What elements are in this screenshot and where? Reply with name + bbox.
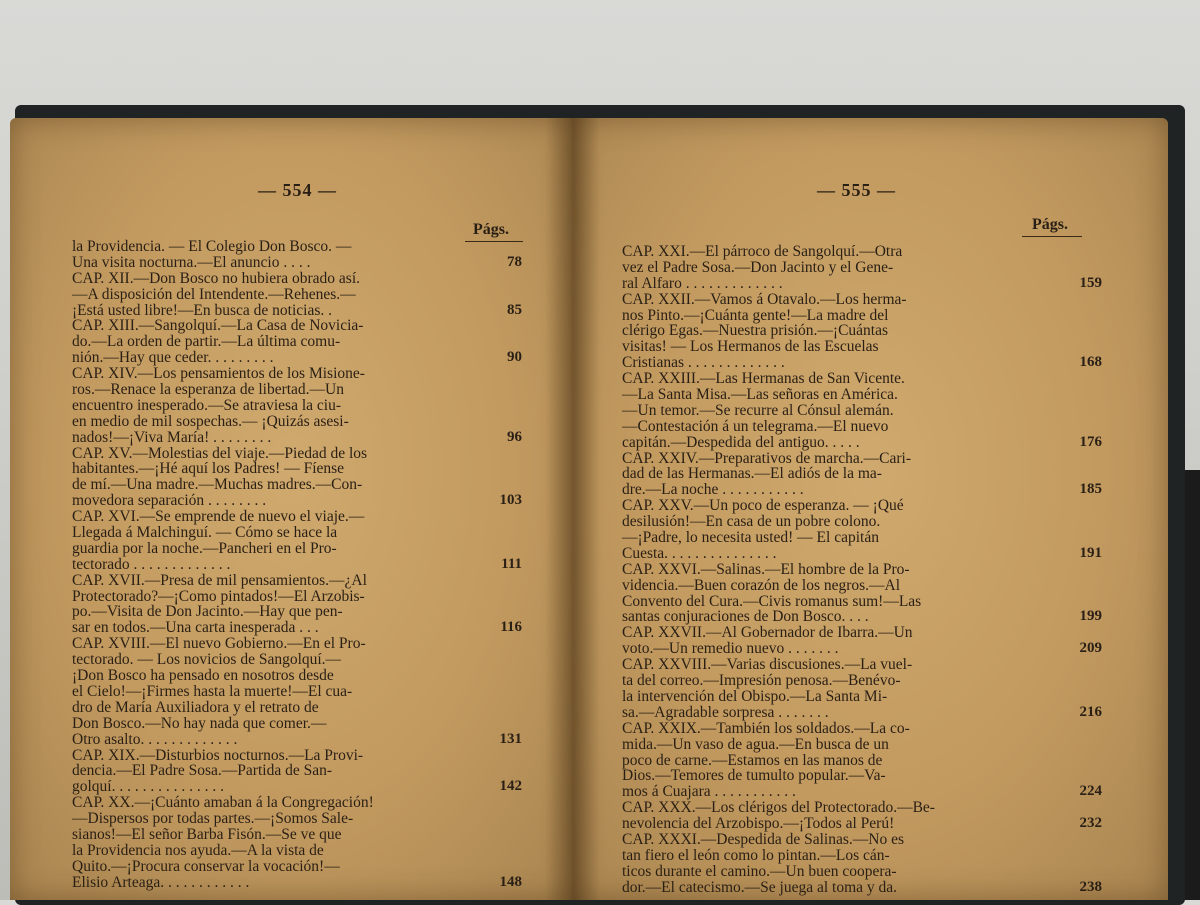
toc-line: CAP. XVI.—Se emprende de nuevo el viaje.— (72, 508, 365, 526)
left-page-number: — 554 — (258, 180, 337, 200)
toc-line: CAP. XXII.—Vamos á Otavalo.—Los herma- (622, 290, 907, 308)
left-pags-label: Págs. (473, 221, 509, 238)
toc-line: mida.—Un vaso de agua.—En busca de un (622, 735, 889, 753)
toc-line: CAP. XVII.—Presa de mil pensamientos.—¿Al (72, 571, 367, 589)
toc-line: golquí. . . . . . . . . . . . . . . (72, 778, 224, 796)
toc-line: nos Pinto.—¡Cuánta gente!—La madre del (622, 306, 889, 324)
toc-line: santas conjuraciones de Don Bosco. . . . (622, 608, 869, 626)
toc-line: ¡Está usted libre!—En busca de noticias. . (72, 301, 332, 319)
toc-line: —La Santa Misa.—Las señoras en América. (622, 386, 898, 404)
toc-line: encuentro inesperado.—Se atraviesa la ciu- (72, 396, 341, 414)
toc-line: sa.—Agradable sorpresa . . . . . . . (622, 703, 829, 721)
toc-line: CAP. XXIII.—Las Hermanas de San Vicente. (622, 370, 905, 388)
right-pags-label: Págs. (1032, 216, 1068, 233)
toc-entry (72, 365, 522, 446)
toc-line: Cristianas . . . . . . . . . . . . . (622, 354, 785, 372)
toc-line: Quito.—¡Procura conservar la vocación!— (72, 857, 340, 875)
toc-page-number: 191 (1079, 544, 1102, 561)
toc-line: do.—La orden de partir.—La última comu- (72, 333, 341, 351)
toc-line: poco de carne.—Estamos en las manos de (622, 751, 883, 769)
toc-entry (622, 449, 1102, 499)
right-toc (622, 243, 1102, 896)
toc-line: —Contestación á un telegrama.—El nuevo (622, 417, 889, 435)
toc-line: capitán.—Despedida del antiguo. . . . . (622, 433, 860, 451)
toc-line: tan fiero el león como lo pintan.—Los cán- (622, 846, 890, 864)
toc-page-number: 96 (507, 428, 522, 445)
toc-line: CAP. XXV.—Un poco de esperanza. — ¡Qué (622, 497, 904, 515)
toc-line: Protectorado?—¡Como pintados!—El Arzobis- (72, 587, 365, 605)
left-pags-rule (465, 241, 523, 242)
toc-line: dro de María Auxiliadora y el retrato de (72, 698, 319, 716)
toc-line: guardia por la noche.—Pancheri en el Pro- (72, 539, 337, 557)
toc-line: dre.—La noche . . . . . . . . . . . (622, 481, 804, 499)
left-toc (72, 238, 522, 891)
toc-page-number: 159 (1079, 274, 1102, 291)
toc-line: vez el Padre Sosa.—Don Jacinto y el Gene- (622, 258, 894, 276)
toc-line: habitantes.—¡Hé aquí los Padres! — Fíense (72, 460, 345, 478)
toc-line: de mí.—Una madre.—Muchas madres.—Con- (72, 476, 363, 494)
toc-page-number: 176 (1079, 433, 1102, 450)
toc-entry (72, 794, 522, 891)
toc-line: Otro asalto. . . . . . . . . . . . . (72, 730, 238, 748)
toc-line: el Cielo!—¡Firmes hasta la muerte!—El cua- (72, 682, 353, 700)
toc-line: —Un temor.—Se recurre al Cónsul alemán. (622, 401, 894, 419)
toc-page-number: 116 (500, 619, 522, 636)
toc-line: Cuesta. . . . . . . . . . . . . . . (622, 544, 777, 562)
toc-page-number: 148 (499, 873, 522, 890)
toc-line: Don Bosco.—No hay nada que comer.— (72, 714, 327, 732)
toc-line: ¡Don Bosco ha pensado en nosotros desde (72, 667, 334, 685)
toc-line: ros.—Renace la esperanza de libertad.—Un (72, 381, 344, 399)
toc-page-number: 131 (499, 730, 522, 747)
toc-entry (622, 370, 1102, 451)
toc-line: CAP. XIV.—Los pensamientos de los Misione- (72, 365, 365, 383)
toc-line: mos á Cuajara . . . . . . . . . . . (622, 783, 796, 801)
toc-line: CAP. XXVI.—Salinas.—El hombre de la Pro- (622, 560, 910, 578)
right-pags-rule (1022, 236, 1082, 237)
toc-page-number: 142 (499, 778, 522, 795)
toc-entry (72, 238, 522, 271)
toc-line: ta del correo.—Impresión penosa.—Benévo- (622, 672, 901, 690)
toc-line: tectorado . . . . . . . . . . . . . (72, 555, 231, 573)
toc-entry (72, 444, 522, 510)
toc-page-number: 199 (1079, 608, 1102, 625)
toc-line: Llegada á Malchinguí. — Cómo se hace la (72, 524, 338, 542)
right-page (572, 118, 1168, 900)
toc-line: po.—Visita de Don Jacinto.—Hay que pen- (72, 603, 343, 621)
toc-line: dad de las Hermanas.—El adiós de la ma- (622, 465, 882, 483)
toc-line: voto.—Un remedio nuevo . . . . . . . (622, 640, 839, 658)
toc-line: nión.—Hay que ceder. . . . . . . . . (72, 349, 274, 367)
toc-page-number: 232 (1079, 815, 1102, 832)
toc-entry (72, 508, 522, 573)
toc-line: clérigo Egas.—Nuestra prisión.—¡Cuántas (622, 322, 889, 340)
toc-entry (622, 290, 1102, 372)
toc-line: —A disposición del Intendente.—Rehenes.— (72, 285, 356, 303)
toc-entry (622, 719, 1102, 801)
toc-entry (622, 799, 1102, 833)
toc-line: CAP. XXVII.—Al Gobernador de Ibarra.—Un (622, 624, 913, 642)
toc-page-number: 168 (1079, 354, 1102, 371)
toc-page-number: 78 (507, 253, 522, 270)
toc-entry (72, 571, 522, 637)
toc-line: CAP. XII.—Don Bosco no hubiera obrado así. (72, 269, 361, 287)
right-page-number: — 555 — (817, 180, 896, 200)
toc-page-number: 185 (1079, 481, 1102, 498)
toc-line: desilusión!—En casa de un pobre colono. (622, 513, 881, 531)
toc-line: sianos!—El señor Barba Fisón.—Se ve que (72, 825, 342, 843)
toc-line: Una visita nocturna.—El anuncio . . . . (72, 253, 311, 271)
toc-line: CAP. XXX.—Los clérigos del Protectorado.—Be- (622, 799, 935, 817)
toc-line: videncia.—Buen corazón de los negros.—Al (622, 576, 901, 594)
toc-line: CAP. XVIII.—El nuevo Gobierno.—En el Pro- (72, 635, 366, 653)
toc-entry (72, 317, 522, 367)
toc-entry (72, 269, 522, 319)
left-page (10, 118, 572, 900)
toc-line: CAP. XV.—Molestias del viaje.—Piedad de los (72, 444, 368, 462)
toc-line: nados!—¡Viva María! . . . . . . . . (72, 428, 272, 446)
toc-entry (622, 560, 1102, 626)
toc-page-number: 216 (1079, 703, 1102, 720)
toc-line: Elisio Arteaga. . . . . . . . . . . . (72, 873, 250, 891)
toc-line: Convento del Cura.—Civis romanus sum!—Las (622, 592, 922, 610)
toc-entry (622, 624, 1102, 658)
toc-line: Dios.—Temores de tumulto popular.—Va- (622, 767, 886, 785)
toc-entry (72, 635, 522, 748)
toc-line: la Providencia nos ayuda.—A la vista de (72, 841, 324, 859)
toc-page-number: 85 (507, 301, 522, 318)
toc-page-number: 90 (507, 349, 522, 366)
toc-entry (622, 243, 1102, 292)
toc-line: tectorado. — Los novicios de Sangolquí.— (72, 651, 342, 669)
toc-line: CAP. XIII.—Sangolquí.—La Casa de Novicia- (72, 317, 364, 335)
toc-line: ticos durante el camino.—Un buen coopera- (622, 862, 897, 880)
toc-line: ral Alfaro . . . . . . . . . . . . . (622, 274, 783, 292)
toc-line: CAP. XIX.—Disturbios nocturnos.—La Provi- (72, 746, 364, 764)
toc-entry (622, 656, 1102, 721)
toc-line: CAP. XX.—¡Cuánto amaban á la Congregación! (72, 794, 374, 812)
toc-line: CAP. XXVIII.—Varias discusiones.—La vuel- (622, 656, 913, 674)
toc-line: CAP. XXIX.—También los soldados.—La co- (622, 719, 910, 737)
toc-line: en medio de mil sospechas.— ¡Quizás asesi- (72, 412, 349, 430)
toc-page-number: 111 (501, 555, 522, 572)
toc-line: —Dispersos por todas partes.—¡Somos Sale- (72, 810, 354, 828)
toc-line: dencia.—El Padre Sosa.—Partida de San- (72, 762, 332, 780)
toc-line: nevolencia del Arzobispo.—¡Todos al Perú! (622, 815, 895, 833)
toc-page-number: 103 (499, 492, 522, 509)
toc-line: CAP. XXXI.—Despedida de Salinas.—No es (622, 830, 904, 848)
toc-line: —¡Padre, lo necesita usted! — El capitán (622, 529, 879, 547)
toc-line: movedora separación . . . . . . . . (72, 492, 267, 510)
toc-page-number: 209 (1079, 640, 1102, 657)
toc-line: dor.—El catecismo.—Se juega al toma y da. (622, 878, 898, 896)
toc-line: la Providencia. — El Colegio Don Bosco. — (72, 238, 352, 255)
toc-line: CAP. XXIV.—Preparativos de marcha.—Cari- (622, 449, 911, 467)
toc-entry (622, 830, 1102, 896)
toc-entry (622, 497, 1102, 562)
toc-page-number: 238 (1079, 878, 1102, 895)
toc-line: sar en todos.—Una carta inesperada . . . (72, 619, 319, 637)
toc-line: la intervención del Obispo.—La Santa Mi- (622, 687, 888, 705)
toc-page-number: 224 (1079, 783, 1102, 800)
toc-entry (72, 746, 522, 796)
toc-line: visitas! — Los Hermanos de las Escuelas (622, 338, 879, 356)
toc-line: CAP. XXI.—El párroco de Sangolquí.—Otra (622, 243, 903, 260)
